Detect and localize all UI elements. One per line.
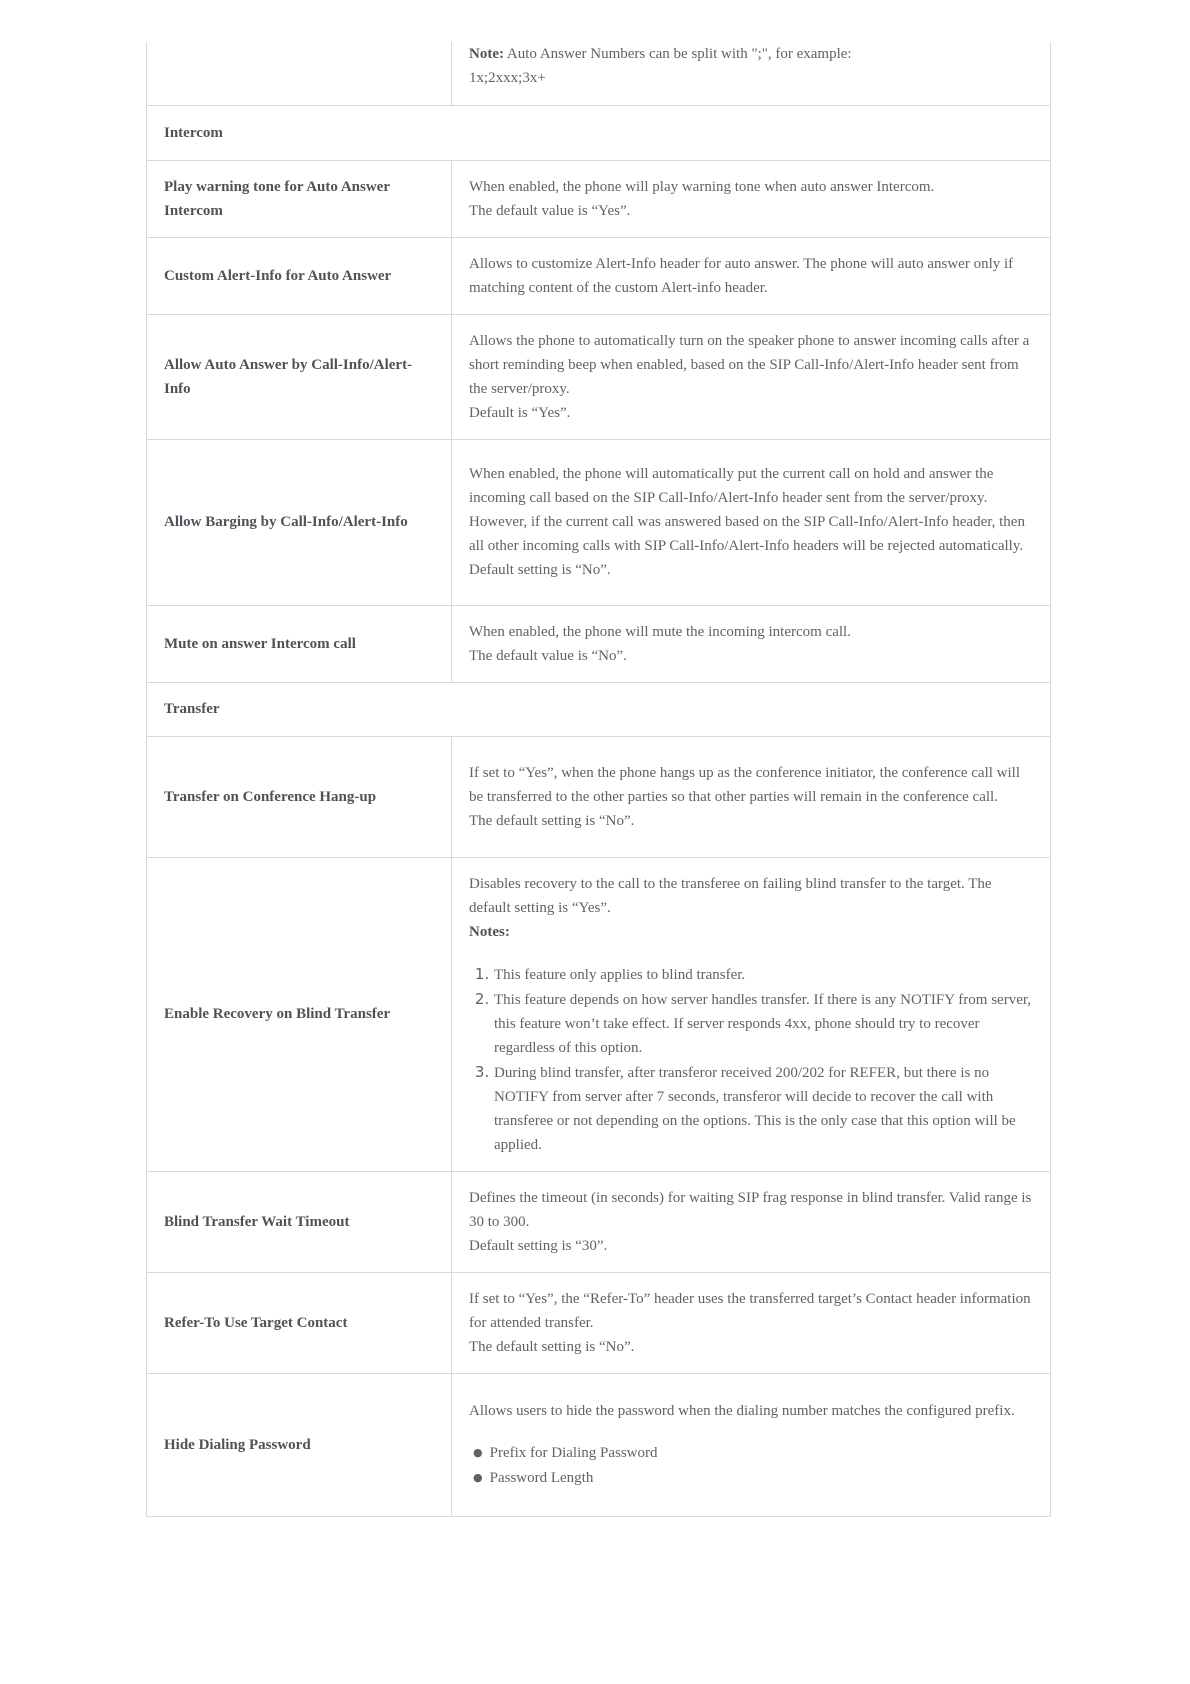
setting-name: Refer-To Use Target Contact — [147, 1272, 452, 1373]
setting-description — [452, 857, 1051, 1171]
description-line: When enabled, the phone will automatically put the current call on hold and answer the incoming call based on the SIP Call-Info/Alert-Info header sent from the server/proxy. However, if the current call was answered based on the SIP Call-Info/Alert-Info header, then all other incoming calls with SIP Call-Info/Alert-Info headers will be rejected automatically. — [469, 466, 1025, 554]
description-line: If set to “Yes”, when the phone hangs up as the conference initiator, the conference call will be transferred to the other parties so that other parties will remain in the conference call. — [469, 764, 1021, 805]
section-title: Transfer — [147, 682, 1051, 736]
table-row — [147, 1272, 1051, 1373]
default-value: The default value is “No”. — [469, 647, 627, 664]
description-line: Defines the timeout (in seconds) for waiting SIP frag response in blind transfer. Valid range is 30 to 300. — [469, 1189, 1032, 1230]
setting-description — [452, 1373, 1051, 1516]
table-row — [147, 1373, 1051, 1516]
description-line: Allows users to hide the password when the dialing number matches the configured prefix. — [469, 1402, 1015, 1419]
setting-name: Custom Alert-Info for Auto Answer — [147, 237, 452, 314]
section-row-intercom — [147, 105, 1051, 160]
row-description-cell — [452, 42, 1051, 105]
note-label: Note: — [469, 46, 504, 63]
list-item: ● Prefix for Dialing Password — [473, 1441, 1033, 1466]
table-row — [147, 1171, 1051, 1272]
list-item: ● Password Length — [473, 1466, 1033, 1491]
note-example: 1x;2xxx;3x+ — [469, 70, 546, 87]
setting-description — [452, 314, 1051, 439]
table-row — [147, 160, 1051, 237]
setting-description — [452, 439, 1051, 605]
row-name-cell — [147, 42, 452, 105]
default-value: The default value is “Yes”. — [469, 202, 631, 219]
setting-name: Allow Auto Answer by Call-Info/Alert-Info — [147, 314, 452, 439]
list-item: 2. This feature depends on how server handles transfer. If there is any NOTIFY from server, this feature won’t take effect. If server responds 4xx, phone should try to recover regardless of this option. — [494, 987, 1033, 1060]
setting-description — [452, 160, 1051, 237]
table-row — [147, 605, 1051, 682]
description-line: If set to “Yes”, the “Refer-To” header uses the transferred target’s Contact header information for attended transfer. — [469, 1290, 1031, 1331]
table-row — [147, 736, 1051, 857]
list-item: 1. This feature only applies to blind transfer. — [494, 962, 1033, 987]
default-value: Default setting is “30”. — [469, 1237, 608, 1254]
setting-description — [452, 237, 1051, 314]
setting-description — [452, 605, 1051, 682]
table-row — [147, 42, 1051, 105]
setting-description — [452, 736, 1051, 857]
bullet-list — [469, 1441, 1033, 1491]
setting-name: Play warning tone for Auto Answer Intercom — [147, 160, 452, 237]
list-item: 3. During blind transfer, after transferor received 200/202 for REFER, but there is no NOTIFY from server after 7 seconds, transferor will decide to recover the call with transferee or not depending on the options. This is the only case that this option will be applied. — [494, 1060, 1033, 1157]
note-text: Auto Answer Numbers can be split with ";", for example: — [503, 46, 852, 63]
description-line: When enabled, the phone will play warning tone when auto answer Intercom. — [469, 178, 935, 195]
notes-list — [469, 962, 1033, 1157]
description-line: Allows the phone to automatically turn on the speaker phone to answer incoming calls after a short reminding beep when enabled, based on the SIP Call-Info/Alert-Info header sent from the server/proxy. — [469, 332, 1030, 397]
notes-title: Notes: — [469, 923, 510, 940]
description-line: Allows to customize Alert-Info header for auto answer. The phone will auto answer only if matching content of the custom Alert-info header. — [469, 255, 1014, 296]
setting-description — [452, 1272, 1051, 1373]
setting-name: Allow Barging by Call-Info/Alert-Info — [147, 439, 452, 605]
table-row — [147, 314, 1051, 439]
setting-name: Hide Dialing Password — [147, 1373, 452, 1516]
setting-name: Transfer on Conference Hang-up — [147, 736, 452, 857]
setting-description — [452, 1171, 1051, 1272]
default-value: The default setting is “No”. — [469, 812, 635, 829]
setting-name: Enable Recovery on Blind Transfer — [147, 857, 452, 1171]
default-value: The default setting is “No”. — [469, 1338, 635, 1355]
section-row-transfer — [147, 682, 1051, 736]
description-line: When enabled, the phone will mute the incoming intercom call. — [469, 623, 851, 640]
setting-name: Mute on answer Intercom call — [147, 605, 452, 682]
description-line: Disables recovery to the call to the transferee on failing blind transfer to the target. The default setting is “Yes”. — [469, 875, 992, 916]
table-row — [147, 439, 1051, 605]
default-value: Default is “Yes”. — [469, 404, 571, 421]
table-row — [147, 237, 1051, 314]
section-title: Intercom — [147, 105, 1051, 160]
settings-table — [146, 42, 1051, 1517]
table-row — [147, 857, 1051, 1171]
default-value: Default setting is “No”. — [469, 562, 611, 578]
setting-name: Blind Transfer Wait Timeout — [147, 1171, 452, 1272]
